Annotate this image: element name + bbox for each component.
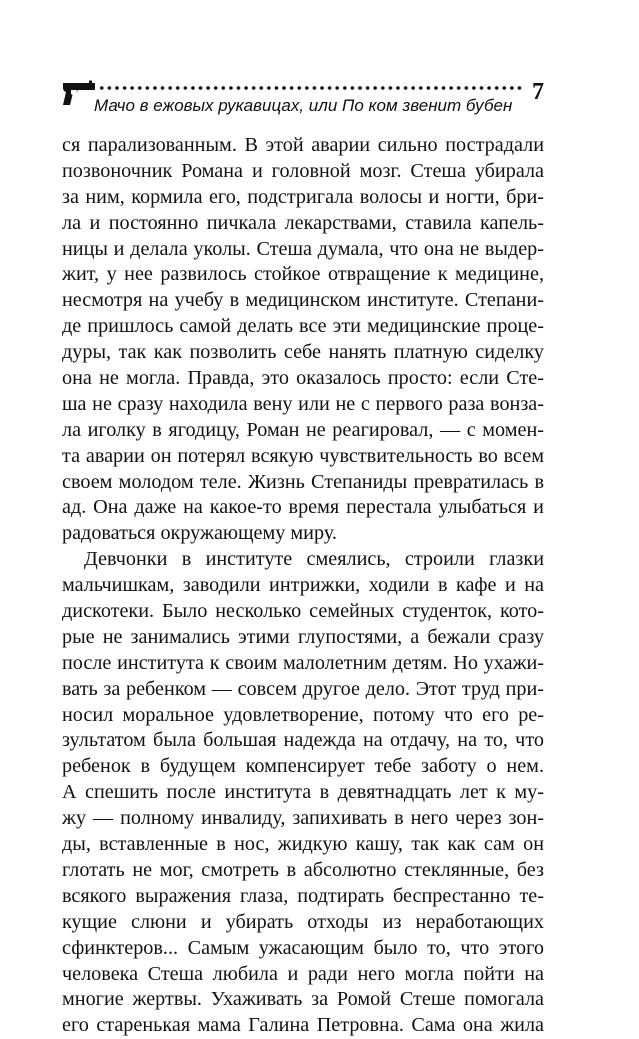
text-line: ад. Она даже на какое-то время перестала улыбаться и xyxy=(62,496,544,519)
text-line: кущие слюни и убирать отходы из неработающих xyxy=(62,910,544,933)
text-line: та аварии он потерял всякую чувствительность во всем xyxy=(62,444,544,467)
page-number: 7 xyxy=(532,79,544,105)
text-line: ницы и делала уколы. Стеша думала, что она не выдер- xyxy=(62,237,544,260)
text-line: ла и постоянно пичкала лекарствами, ставила капель- xyxy=(62,211,544,234)
text-line: Девчонки в институте смеялись, строили глазки xyxy=(84,548,544,571)
text-line: дуры, так как позволить себе нанять платную сиделку xyxy=(62,341,544,364)
body-text xyxy=(62,133,544,1039)
text-line: сфинктеров... Самым ужасающим было то, что этого xyxy=(62,936,544,959)
text-line: мальчишкам, заводили интрижки, ходили в кафе и на xyxy=(62,574,544,597)
text-line: ребенок в будущем компенсирует тебе заботу о нем. xyxy=(62,755,544,778)
text-line: своем молодом теле. Жизнь Степаниды превратилась в xyxy=(62,470,544,493)
text-line: ша не сразу находила вену или не с первого раза вонза- xyxy=(62,392,544,415)
text-line: ся парализованным. В этой аварии сильно пострадали xyxy=(62,134,544,156)
text-line: за ним, кормила его, подстригала волосы и ногти, бри- xyxy=(62,185,544,208)
text-line: жу — полному инвалиду, запихивать в него через зон- xyxy=(62,807,544,830)
text-line: после института к своим малолетним детям. Но ухажи- xyxy=(62,651,544,674)
running-title: Мачо в ежовых рукавицах, или По ком звенит бубен xyxy=(94,96,513,115)
text-line: несмотря на учебу в медицинском институте. Степани- xyxy=(62,289,544,312)
text-line: она не могла. Правда, это оказалось просто: если Сте- xyxy=(62,367,544,390)
running-header xyxy=(62,70,548,120)
dotted-rule xyxy=(98,84,522,92)
text-line: ды, вставленные в нос, жидкую кашу, так как сам он xyxy=(62,833,544,856)
text-line: человека Стеша любила и ради него могла пойти на xyxy=(62,962,544,985)
text-line: всякого выражения глаза, подтирать беспрестанно те- xyxy=(62,884,544,907)
text-line: зультатом была большая надежда на отдачу, на то, что xyxy=(62,729,544,752)
text-line: радоваться окружающему миру. xyxy=(62,522,337,545)
text-line: многие жертвы. Ухаживать за Ромой Стеше помогала xyxy=(62,988,544,1011)
text-line: дискотеки. Было несколько семейных студенток, кото- xyxy=(62,600,544,623)
text-line: носил моральное удовлетворение, потому что его ре- xyxy=(62,703,544,726)
text-line: глотать не мог, смотреть в абсолютно стеклянные, без xyxy=(62,858,544,881)
text-line: вать за ребенком — совсем другое дело. Этот труд при- xyxy=(62,677,544,700)
text-line: рые не занимались этими глупостями, а бежали сразу xyxy=(62,625,544,648)
text-line: А спешить после института в девятнадцать лет к му- xyxy=(62,781,544,804)
text-line: де пришлось самой делать все эти медицинские проце- xyxy=(62,315,544,338)
text-line: позвоночник Романа и головной мозг. Стеша убирала xyxy=(62,159,544,182)
text-line: его старенькая мама Галина Петровна. Сама она жила xyxy=(62,1014,544,1037)
text-line: ла иголку в ягодицу, Роман не реагировал, — с момен- xyxy=(62,418,544,441)
text-line: жит, у нее развилось стойкое отвращение к медицине, xyxy=(62,263,544,286)
pistol-icon xyxy=(62,80,96,106)
